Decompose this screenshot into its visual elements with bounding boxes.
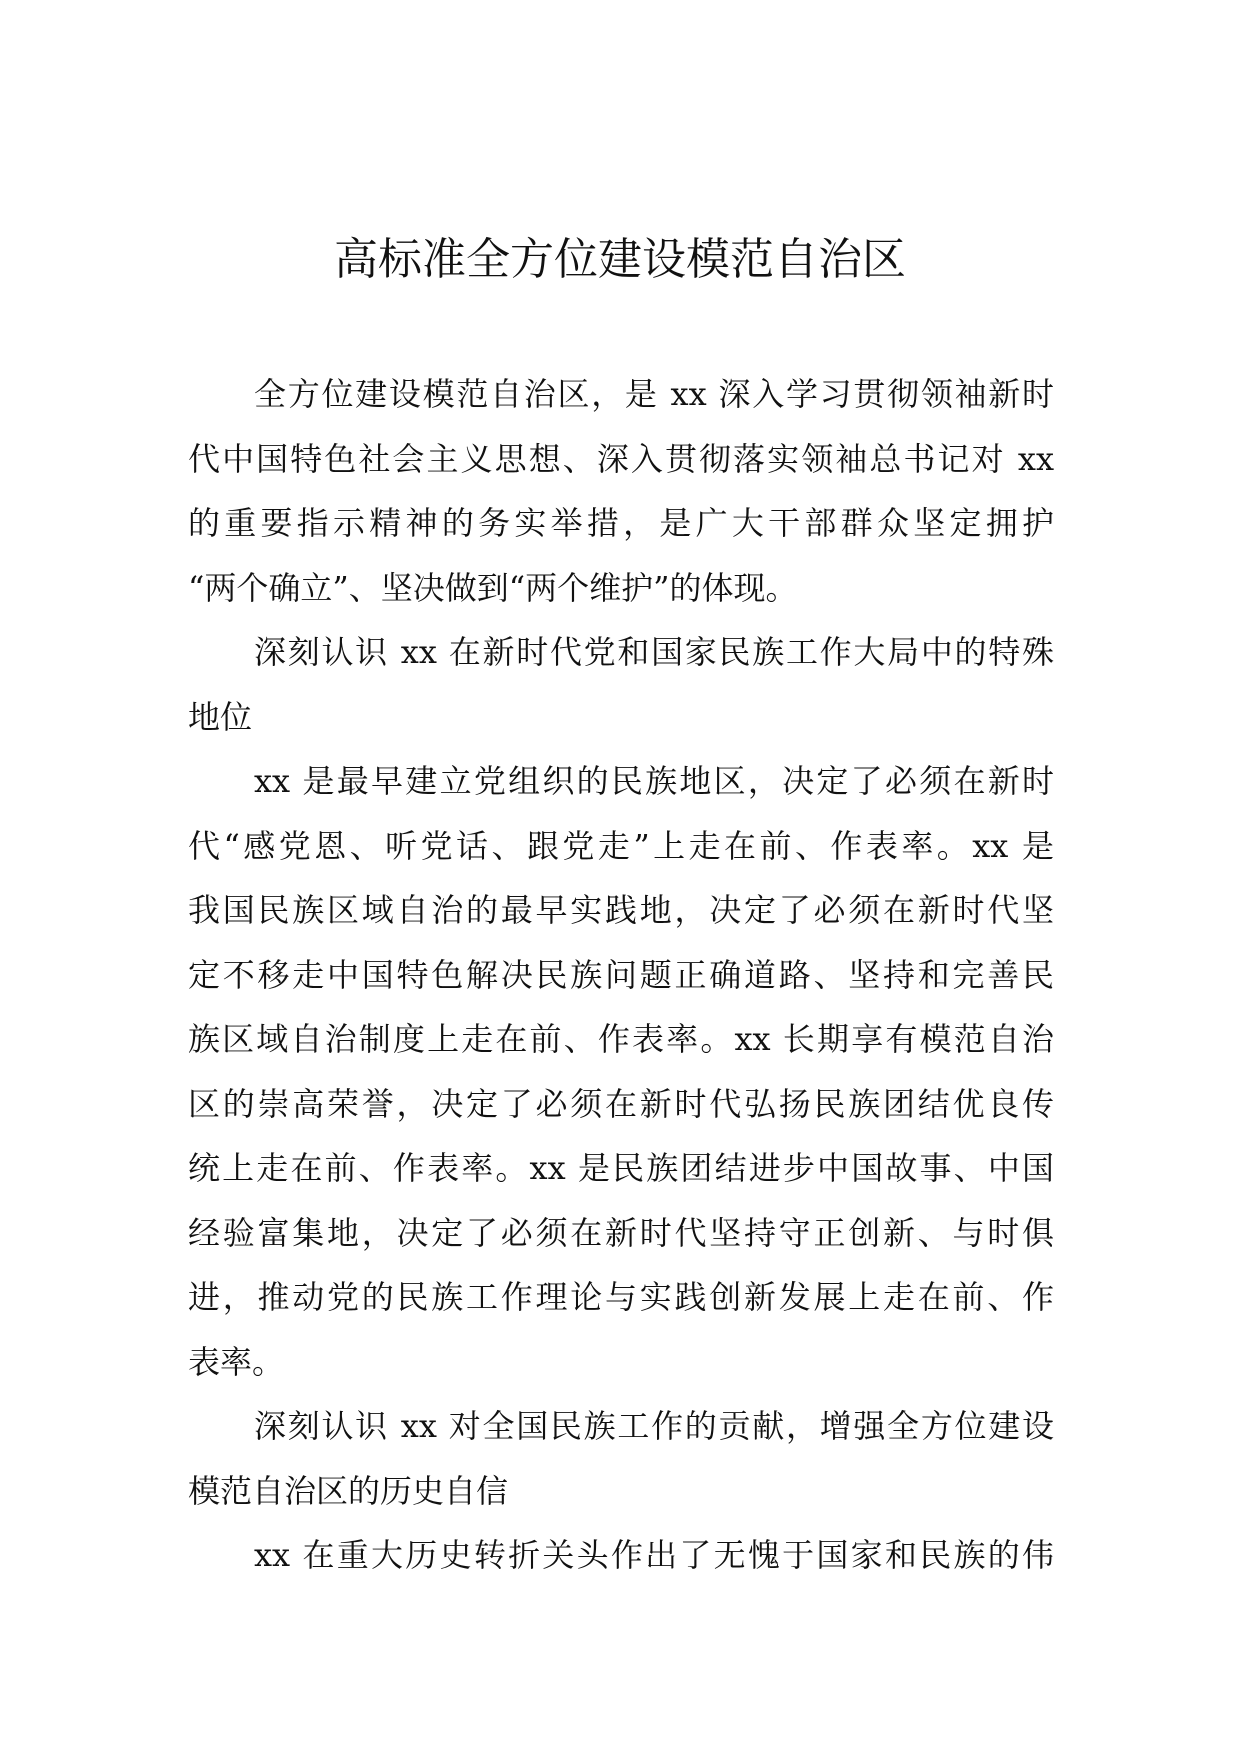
body-text-line: 我国民族区域自治的最早实践地，决定了必须在新时代坚 [188,891,1054,929]
body-text-line: 进，推动党的民族工作理论与实践创新发展上走在前、作 [188,1278,1054,1316]
body-text-line: 表率。 [188,1342,285,1381]
body-text-line: 代“感党恩、听党话、跟党走”上走在前、作表率。xx 是 [188,826,1054,865]
body-text-line: 区的崇高荣誉，决定了必须在新时代弘扬民族团结优良传 [188,1084,1054,1123]
body-text-line: 深刻认识 xx 在新时代党和国家民族工作大局中的特殊 [254,633,1054,671]
body-text-line: 统上走在前、作表率。xx 是民族团结进步中国故事、中国 [188,1149,1054,1187]
body-text-line: 的重要指示精神的务实举措，是广大干部群众坚定拥护 [188,504,1054,542]
body-text-line: 经验富集地，决定了必须在新时代坚持守正创新、与时俱 [188,1213,1054,1252]
body-text-line: xx 在重大历史转折关头作出了无愧于国家和民族的伟 [254,1536,1054,1574]
document-title: 高标准全方位建设模范自治区 [334,234,906,285]
body-text-line: 代中国特色社会主义思想、深入贯彻落实领袖总书记对 xx [188,439,1054,478]
body-text-line: xx 是最早建立党组织的民族地区，决定了必须在新时 [254,762,1054,800]
body-text-line: 族区域自治制度上走在前、作表率。xx 长期享有模范自治 [188,1020,1054,1058]
body-text-line: “两个确立”、坚决做到“两个维护”的体现。 [188,568,798,607]
document-body [188,362,1054,1588]
body-text-line: 地位 [188,697,253,736]
body-text-line: 深刻认识 xx 对全国民族工作的贡献，增强全方位建设 [254,1407,1054,1445]
body-text-line: 全方位建设模范自治区，是 xx 深入学习贯彻领袖新时 [254,375,1054,413]
body-text-line: 模范自治区的历史自信 [188,1471,509,1510]
body-text-line: 定不移走中国特色解决民族问题正确道路、坚持和完善民 [188,955,1054,994]
